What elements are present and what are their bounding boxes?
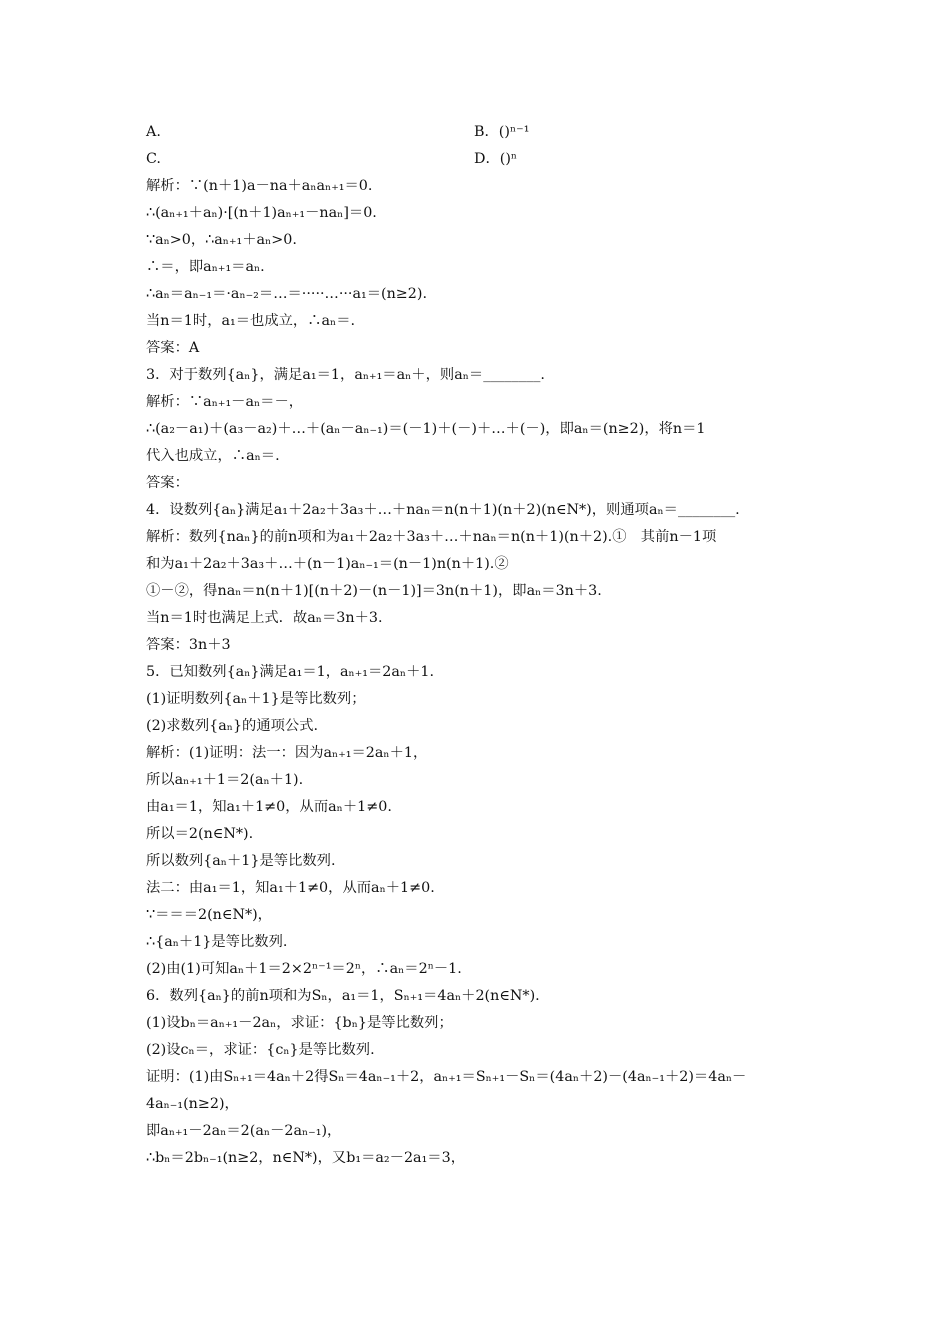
text-line: 所以aₙ₊₁＋1＝2(aₙ＋1). xyxy=(146,772,304,788)
text-line: 3．对于数列{aₙ}，满足a₁＝1，aₙ₊₁＝aₙ＋，则aₙ＝________. xyxy=(146,367,545,383)
document-page xyxy=(146,119,812,1172)
text-line: ∴aₙ＝aₙ₋₁＝·aₙ₋₂＝…＝·····…···a₁＝(n≥2). xyxy=(146,286,427,302)
text-line: 4aₙ₋₁(n≥2)， xyxy=(146,1096,239,1112)
text-line: 所以数列{aₙ＋1}是等比数列. xyxy=(146,853,336,869)
text-line: 解析：(1)证明：法一：因为aₙ₊₁＝2aₙ＋1， xyxy=(146,745,428,761)
text-line: 4．设数列{aₙ}满足a₁＋2a₂＋3a₃＋…＋naₙ＝n(n＋1)(n＋2)(n∈N*)，则通项aₙ＝________. xyxy=(146,502,740,518)
text-line: 解析：∵(n＋1)a－na＋aₙaₙ₊₁＝0. xyxy=(146,178,373,194)
text-line: 6．数列{aₙ}的前n项和为Sₙ，a₁＝1，Sₙ₊₁＝4aₙ＋2(n∈N*). xyxy=(146,988,540,1004)
text-line: 法二：由a₁＝1，知a₁＋1≠0，从而aₙ＋1≠0. xyxy=(146,880,435,896)
text-line: (2)求数列{aₙ}的通项公式. xyxy=(146,718,319,734)
text-line: ∴(aₙ₊₁＋aₙ)·[(n＋1)aₙ₊₁－naₙ]＝0. xyxy=(146,205,377,221)
option-a: A. xyxy=(146,124,161,140)
text-line: 由a₁＝1，知a₁＋1≠0，从而aₙ＋1≠0. xyxy=(146,799,392,815)
text-line: ∴(a₂－a₁)＋(a₃－a₂)＋…＋(aₙ－aₙ₋₁)＝(－1)＋(－)＋…＋(－)，即aₙ＝(n≥2)，将n＝1 xyxy=(146,421,706,437)
option-b: B．()ⁿ⁻¹ xyxy=(474,124,530,140)
text-line: 5．已知数列{aₙ}满足a₁＝1，aₙ₊₁＝2aₙ＋1. xyxy=(146,664,435,680)
text-line: ∵＝＝＝2(n∈N*)， xyxy=(146,907,272,923)
text-line: 所以＝2(n∈N*). xyxy=(146,826,254,842)
text-line: ∴bₙ＝2bₙ₋₁(n≥2，n∈N*)，又b₁＝a₂－2a₁＝3， xyxy=(146,1150,465,1166)
text-line: 当n＝1时，a₁＝也成立，∴aₙ＝. xyxy=(146,313,356,329)
text-line: (1)设bₙ＝aₙ₊₁－2aₙ，求证：{bₙ}是等比数列； xyxy=(146,1015,453,1031)
text-line: 解析：∵aₙ₊₁－aₙ＝－， xyxy=(146,394,304,410)
text-line: 代入也成立，∴aₙ＝. xyxy=(146,448,280,464)
text-line: 即aₙ₊₁－2aₙ＝2(aₙ－2aₙ₋₁)， xyxy=(146,1123,342,1139)
text-line: ∴{aₙ＋1}是等比数列. xyxy=(146,934,288,950)
option-row xyxy=(146,146,812,173)
text-line: 答案：3n＋3 xyxy=(146,637,231,653)
text-line: (1)证明数列{aₙ＋1}是等比数列； xyxy=(146,691,366,707)
text-line: (2)由(1)可知aₙ＋1＝2×2ⁿ⁻¹＝2ⁿ，∴aₙ＝2ⁿ－1. xyxy=(146,961,462,977)
text-line: 答案： xyxy=(146,475,189,491)
text-line: 当n＝1时也满足上式．故aₙ＝3n＋3. xyxy=(146,610,383,626)
option-row xyxy=(146,119,812,146)
text-line: ①－②，得naₙ＝n(n＋1)[(n＋2)－(n－1)]＝3n(n＋1)，即aₙ＝3n＋3. xyxy=(146,583,602,599)
option-d: D．()ⁿ xyxy=(474,151,518,167)
text-line: 答案：A xyxy=(146,340,200,356)
text-line: 证明：(1)由Sₙ₊₁＝4aₙ＋2得Sₙ＝4aₙ₋₁＋2，aₙ₊₁＝Sₙ₊₁－Sₙ＝(4aₙ＋2)－(4aₙ₋₁＋2)＝4aₙ－ xyxy=(146,1069,747,1085)
text-line: 和为a₁＋2a₂＋3a₃＋…＋(n－1)aₙ₋₁＝(n－1)n(n＋1).② xyxy=(146,556,509,572)
option-c: C. xyxy=(146,151,161,167)
text-line: ∵aₙ>0，∴aₙ₊₁＋aₙ>0. xyxy=(146,232,297,248)
text-line: ∴＝，即aₙ₊₁＝aₙ. xyxy=(146,259,265,275)
text-line: 解析：数列{naₙ}的前n项和为a₁＋2a₂＋3a₃＋…＋naₙ＝n(n＋1)(n＋2).① 其前n－1项 xyxy=(146,529,717,545)
text-line: (2)设cₙ＝，求证：{cₙ}是等比数列. xyxy=(146,1042,375,1058)
text-body xyxy=(146,173,812,1172)
